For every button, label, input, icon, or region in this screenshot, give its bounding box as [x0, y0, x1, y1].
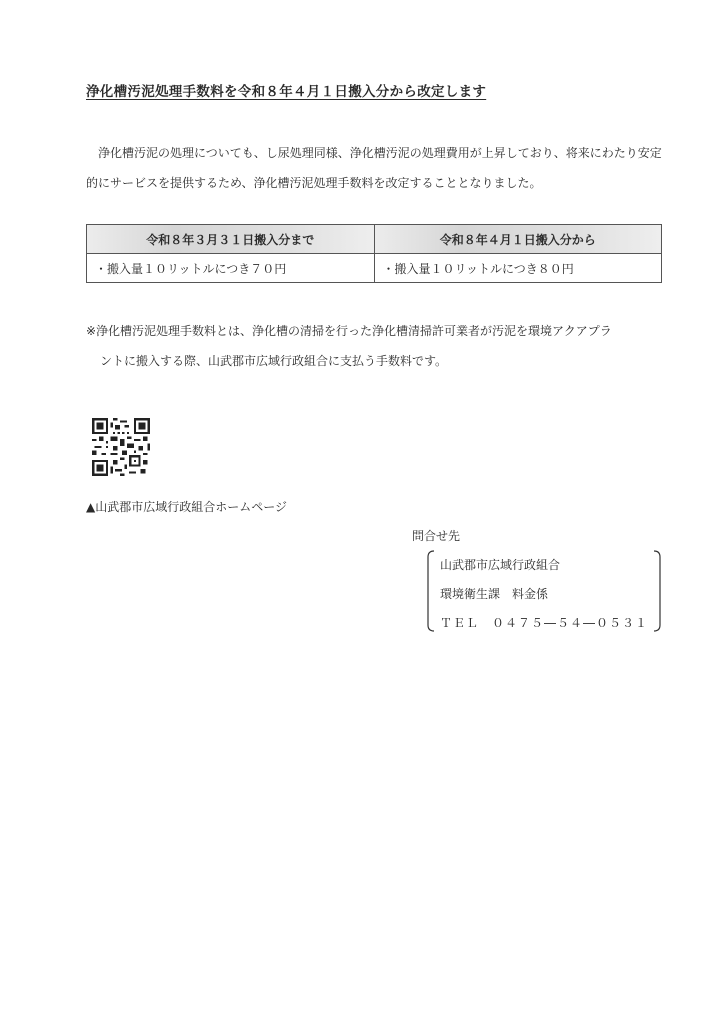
contact-organization: 山武郡市広域行政組合 [440, 558, 561, 572]
contact-phone[interactable]: ＴＥＬ ０４７５―５４―０５３１ [440, 616, 649, 630]
fee-table-header-old: 令和８年３月３１日搬入分まで [87, 225, 375, 254]
fee-table-header-row [87, 225, 662, 254]
page-title: 浄化槽汚泥処理手数料を令和８年４月１日搬入分から改定します [86, 84, 487, 100]
contact-label: 問合せ先 [412, 529, 461, 543]
fee-old-cell: ・搬入量１０リットルにつき７０円 [87, 254, 375, 283]
fee-table-header-new: 令和８年４月１日搬入分から [374, 225, 662, 254]
qr-caption: ▲山武郡市広域行政組合ホームページ [86, 500, 287, 514]
fee-note-line-1: ※浄化槽汚泥処理手数料とは、浄化槽の清掃を行った浄化槽清掃許可業者が汚泥を環境アクアプラ [86, 324, 612, 338]
left-bracket-icon [426, 550, 436, 632]
fee-note-line-2: ントに搬入する際、山武郡市広域行政組合に支払う手数料です。 [100, 354, 448, 368]
homepage-qr-code[interactable] [92, 418, 150, 476]
fee-note [86, 316, 676, 376]
fee-table [86, 224, 662, 283]
intro-paragraph: 浄化槽汚泥の処理についても、し尿処理同様、浄化槽汚泥の処理費用が上昇しており、将来にわたり安定的にサービスを提供するため、浄化槽汚泥処理手数料を改定することとなりました。 [86, 146, 662, 190]
fee-new-cell: ・搬入量１０リットルにつき８０円 [374, 254, 662, 283]
right-bracket-icon [652, 550, 662, 632]
table-row [87, 254, 662, 283]
contact-department: 環境衛生課 料金係 [440, 587, 549, 601]
contact-box [426, 550, 662, 632]
